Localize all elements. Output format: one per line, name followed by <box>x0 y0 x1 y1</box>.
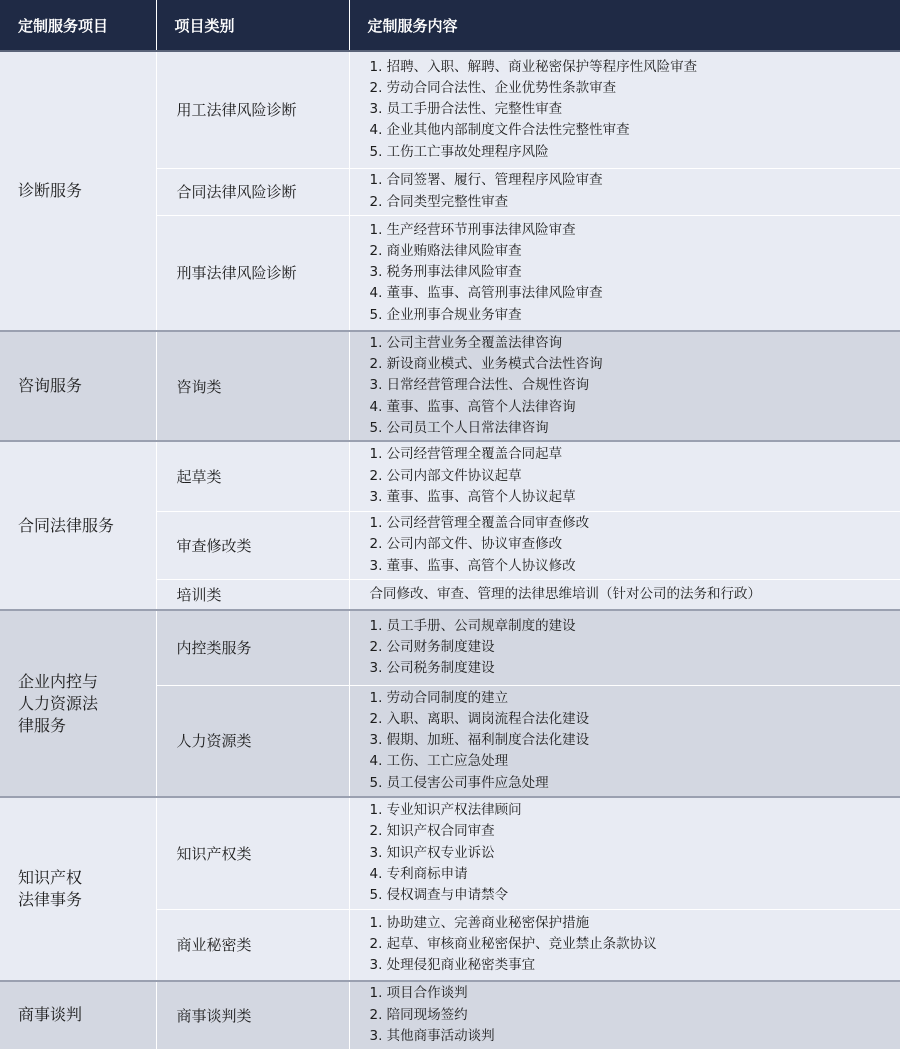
content-item: 5. 公司员工个人日常法律咨询 <box>369 419 549 436</box>
table-row <box>0 610 900 685</box>
category-cell: 起草类 <box>156 441 349 511</box>
content-cell <box>349 579 900 610</box>
section-name: 诊断服务 <box>0 51 156 331</box>
section-name: 咨询服务 <box>0 331 156 441</box>
content-item: 3. 其他商事活动谈判 <box>369 1027 495 1044</box>
content-item: 1. 专业知识产权法律顾问 <box>369 802 522 818</box>
content-item: 1. 公司主营业务全覆盖法律咨询 <box>369 334 563 351</box>
content-item: 5. 工伤工亡事故处理程序风险 <box>369 143 549 160</box>
content-cell <box>349 610 900 685</box>
content-item: 2. 知识产权合同审查 <box>369 823 495 840</box>
content-item: 5. 侵权调查与申请禁令 <box>369 887 509 904</box>
content-item: 3. 董事、监事、高管个人协议起草 <box>369 488 576 505</box>
table-header-row <box>0 0 900 51</box>
content-cell <box>349 981 900 1049</box>
section-name-line: 知识产权 <box>18 868 83 887</box>
section-name <box>0 797 156 981</box>
content-item: 3. 日常经营管理合法性、合规性咨询 <box>369 377 590 394</box>
table-row <box>0 981 900 1049</box>
content-cell <box>349 51 900 168</box>
content-item: 2. 陪同现场签约 <box>369 1006 468 1023</box>
table-body <box>0 51 900 1049</box>
table-row <box>0 441 900 511</box>
content-item: 2. 合同类型完整性审查 <box>369 193 509 210</box>
table-row <box>0 331 900 441</box>
content-item: 5. 员工侵害公司事件应急处理 <box>369 774 549 791</box>
content-item: 2. 起草、审核商业秘密保护、竞业禁止条款协议 <box>369 936 657 953</box>
content-item: 合同修改、审查、管理的法律思维培训（针对公司的法务和行政） <box>369 585 761 602</box>
content-cell <box>349 909 900 981</box>
content-cell <box>349 511 900 579</box>
section-name-line: 法律事务 <box>18 890 83 909</box>
header-category: 项目类别 <box>156 0 349 51</box>
content-cell <box>349 685 900 797</box>
section-name-line: 人力资源法 <box>18 693 99 713</box>
content-item: 3. 假期、加班、福利制度合法化建设 <box>369 732 590 749</box>
table-row <box>0 797 900 909</box>
content-item: 2. 入职、离职、调岗流程合法化建设 <box>369 710 590 727</box>
content-cell <box>349 168 900 215</box>
category-cell: 审查修改类 <box>156 511 349 579</box>
section-name: 合同法律服务 <box>0 441 156 610</box>
category-cell: 知识产权类 <box>156 797 349 909</box>
category-cell: 商事谈判类 <box>156 981 349 1049</box>
category-cell: 刑事法律风险诊断 <box>156 215 349 331</box>
header-service-item: 定制服务项目 <box>0 0 156 51</box>
content-cell <box>349 215 900 331</box>
content-item: 1. 招聘、入职、解聘、商业秘密保护等程序性风险审查 <box>369 58 698 75</box>
category-cell: 合同法律风险诊断 <box>156 168 349 215</box>
content-item: 1. 合同签署、履行、管理程序风险审查 <box>369 172 603 189</box>
content-item: 3. 知识产权专业诉讼 <box>369 844 495 861</box>
section-name-line: 企业内控与 <box>18 671 99 691</box>
content-item: 3. 处理侵犯商业秘密类事宜 <box>369 957 536 974</box>
category-cell: 用工法律风险诊断 <box>156 51 349 168</box>
category-cell: 商业秘密类 <box>156 909 349 981</box>
content-item: 2. 新设商业模式、业务模式合法性咨询 <box>369 356 603 373</box>
category-cell: 培训类 <box>156 579 349 610</box>
content-cell <box>349 797 900 909</box>
content-item: 2. 公司内部文件、协议审查修改 <box>369 536 563 553</box>
content-item: 3. 董事、监事、高管个人协议修改 <box>369 557 576 574</box>
content-item: 4. 董事、监事、高管刑事法律风险审查 <box>369 285 603 302</box>
content-item: 2. 公司财务制度建设 <box>369 639 495 656</box>
content-item: 1. 员工手册、公司规章制度的建设 <box>369 617 576 634</box>
content-cell <box>349 331 900 441</box>
content-item: 2. 商业贿赂法律风险审查 <box>369 242 522 259</box>
content-item: 1. 劳动合同制度的建立 <box>369 689 509 706</box>
content-item: 1. 协助建立、完善商业秘密保护措施 <box>369 914 590 931</box>
content-cell <box>349 441 900 511</box>
content-item: 2. 公司内部文件协议起草 <box>369 467 522 484</box>
content-item: 4. 工伤、工亡应急处理 <box>369 753 509 770</box>
content-item: 4. 企业其他内部制度文件合法性完整性审查 <box>369 122 630 139</box>
section-name: 商事谈判 <box>0 981 156 1049</box>
section-name <box>0 610 156 797</box>
content-item: 1. 公司经营管理全覆盖合同起草 <box>369 446 563 463</box>
section-name-line: 律服务 <box>18 715 67 735</box>
category-cell: 内控类服务 <box>156 610 349 685</box>
content-item: 3. 公司税务制度建设 <box>369 660 495 677</box>
content-item: 3. 员工手册合法性、完整性审查 <box>369 101 563 118</box>
content-item: 4. 董事、监事、高管个人法律咨询 <box>369 398 576 415</box>
content-item: 1. 公司经营管理全覆盖合同审查修改 <box>369 515 590 532</box>
category-cell: 人力资源类 <box>156 685 349 797</box>
category-cell: 咨询类 <box>156 331 349 441</box>
header-content: 定制服务内容 <box>349 0 900 51</box>
table-row <box>0 51 900 168</box>
content-item: 1. 项目合作谈判 <box>369 985 468 1002</box>
content-item: 4. 专利商标申请 <box>369 865 468 882</box>
content-item: 5. 企业刑事合规业务审查 <box>369 306 522 323</box>
content-item: 2. 劳动合同合法性、企业优势性条款审查 <box>369 79 617 96</box>
content-item: 3. 税务刑事法律风险审查 <box>369 264 522 281</box>
content-item: 1. 生产经营环节刑事法律风险审查 <box>369 221 576 238</box>
